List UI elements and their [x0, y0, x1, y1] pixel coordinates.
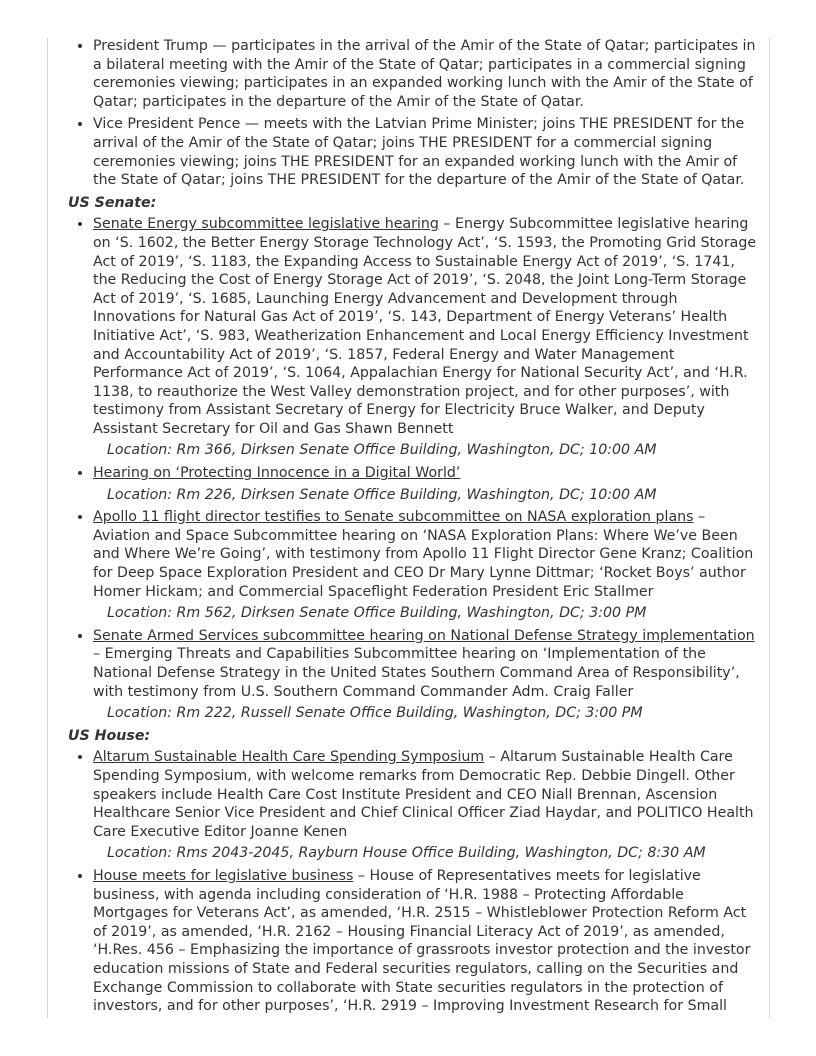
- item-description: – Aviation and Space Subcommittee hearing on ‘NASA Exploration Plans: Where We’ve Been and Where We’re Going’, with testimony from Apollo 11 Flight Director Gene Kranz; Coalition for Deep Space Exploration President and CEO Dr Mary Lynne Dittmar; ‘Rocket Boys’ author Homer Hickam; and Commercial Spaceflight Federation President Eric Stallmer: [93, 509, 754, 600]
- list-item: [93, 464, 758, 504]
- white-house-list: [68, 37, 758, 190]
- altarum-symposium-link[interactable]: Altarum Sustainable Health Care Spending Symposium: [93, 749, 485, 766]
- list-item: [93, 867, 758, 1016]
- senate-heading: US Senate:: [68, 194, 157, 211]
- item-location: Location: Rms 2043-2045, Rayburn House Office Building, Washington, DC; 8:30 AM: [107, 845, 706, 862]
- list-item: [93, 215, 758, 460]
- armed-services-hearing-link[interactable]: Senate Armed Services subcommittee hearing on National Defense Strategy implementation: [93, 627, 755, 644]
- schedule-content: [68, 37, 758, 1020]
- item-location: Location: Rm 366, Dirksen Senate Office Building, Washington, DC; 10:00 AM: [107, 442, 657, 459]
- item-description: – Emerging Threats and Capabilities Subcommittee hearing on ‘Implementation of the National Defense Strategy in the United States Southern Command Area of Responsibility’, with testimony from U.S. Southern Command Commander Adm. Craig Faller: [93, 646, 740, 700]
- house-legislative-business-link[interactable]: House meets for legislative business: [93, 867, 354, 884]
- item-description: – House of Representatives meets for legislative business, with agenda including consideration of ‘H.R. 1988 – Protecting Affordable Mortgages for Veterans Act’, as amended, ‘H.R. 2515 – Whistleblower Protection Reform Act of 2019’, as amended, ‘H.R. 2162 – Housing Financial Literacy Act of 2019’, as amended, ‘H.Res. 456 – Emphasizing the importance of grassroots investor protection and the investor education missions of State and Federal securities regulators, calling on the Securities and Exchange Commission to collaborate with State securities regulators in the protection of investors, and for other purposes’, ‘H.R. 2919 – Improving Investment Research for Small: [93, 867, 751, 1015]
- protecting-innocence-hearing-link[interactable]: Hearing on ‘Protecting Innocence in a Digital World’: [93, 465, 461, 482]
- item-location: Location: Rm 562, Dirksen Senate Office Building, Washington, DC; 3:00 PM: [107, 605, 647, 622]
- house-list: [68, 748, 758, 1015]
- house-heading: US House:: [68, 727, 151, 744]
- list-item: [93, 508, 758, 623]
- list-item: [93, 748, 758, 863]
- senate-energy-hearing-link[interactable]: Senate Energy subcommittee legislative hearing: [93, 216, 439, 233]
- senate-list: [68, 215, 758, 722]
- item-description: – Altarum Sustainable Health Care Spending Symposium, with welcome remarks from Democratic Rep. Debbie Dingell. Other speakers include Health Care Cost Institute President and CEO Niall Brennan, Ascension Healthcare Senior Vice President and Chief Clinical Officer Ziad Haydar, and POLITICO Health Care Executive Editor Joanne Kenen: [93, 749, 754, 840]
- list-item: • President Trump — participates in the arrival of the Amir of the State of Qatar; participates in a bilateral meeting with the Amir of the State of Qatar; participates in a commercial signing ceremonies viewing; participates in an expanded working lunch with the Amir of the State of Qatar; participates in the departure of the Amir of the State of Qatar.: [93, 37, 758, 111]
- list-item: • Vice President Pence — meets with the Latvian Prime Minister; joins THE PRESIDENT for the arrival of the Amir of the State of Qatar; joins THE PRESIDENT for a commercial signing ceremonies viewing; joins THE PRESIDENT for an expanded working lunch with the Amir of the State of Qatar; joins THE PRESIDENT for the departure of the Amir of the State of Qatar.: [93, 115, 758, 189]
- list-item: [93, 627, 758, 723]
- item-description: – Energy Subcommittee legislative hearing on ‘S. 1602, the Better Energy Storage Technology Act’, ‘S. 1593, the Promoting Grid Storage Act of 2019’, ‘S. 1183, the Expanding Access to Sustainable Energy Act of 2019’, ‘S. 1741, the Reducing the Cost of Energy Storage Act of 2019’, ‘S. 2048, the Joint Long-Term Storage Act of 2019’, ‘S. 1685, Launching Energy Advancement and Development through Innovations for Natural Gas Act of 2019’, ‘S. 143, Department of Energy Veterans’ Health Initiative Act’, ‘S. 983, Weatherization Enhancement and Local Energy Efficiency Investment and Accountability Act of 2019’, ‘S. 1857, Federal Energy and Water Management Performance Act of 2019’, ‘S. 1064, Appalachian Energy for National Security Act’, and ‘H.R. 1138, to reauthorize the West Valley demonstration project, and for other purposes’, with testimony from Assistant Secretary of Energy for Electricity Bruce Walker, and Deputy Assistant Secretary for Oil and Gas Shawn Bennett: [93, 216, 757, 437]
- item-location: Location: Rm 222, Russell Senate Office Building, Washington, DC; 3:00 PM: [107, 705, 643, 722]
- item-location: Location: Rm 226, Dirksen Senate Office Building, Washington, DC; 10:00 AM: [107, 486, 657, 503]
- apollo-11-hearing-link[interactable]: Apollo 11 flight director testifies to Senate subcommittee on NASA exploration plans: [93, 509, 694, 526]
